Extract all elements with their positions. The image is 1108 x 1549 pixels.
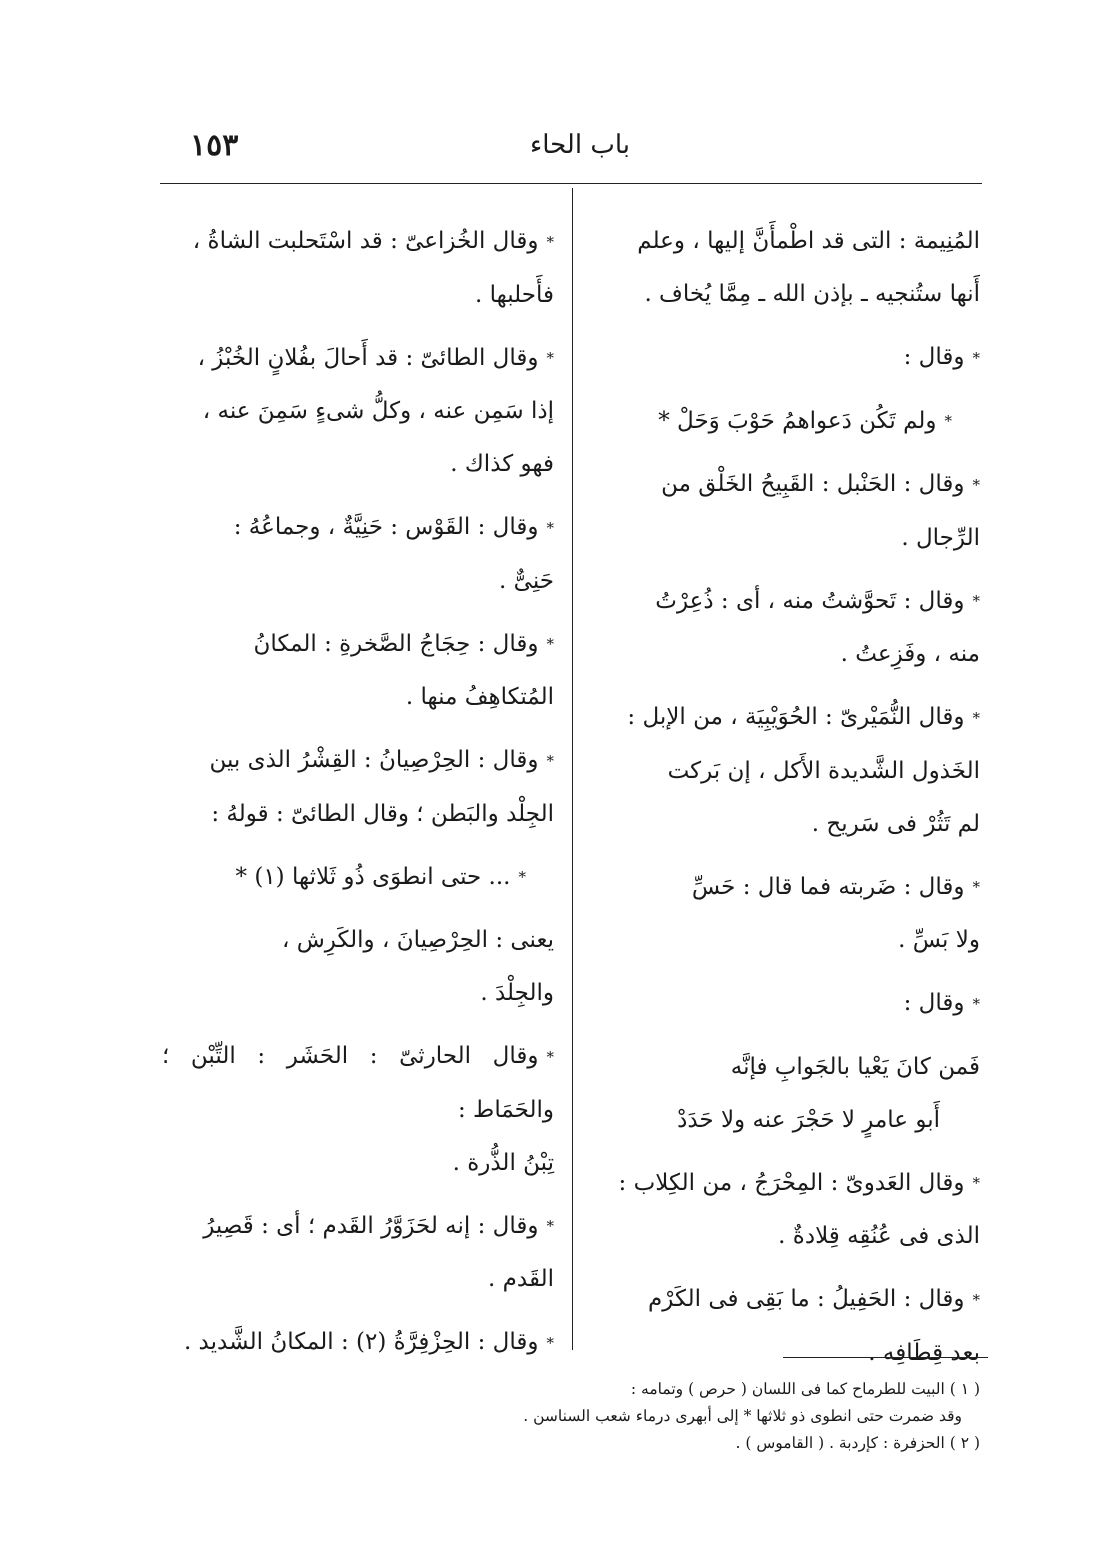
entry-marker: * xyxy=(972,1174,980,1192)
left-column-line-text: تِبْنُ الذُّرة . xyxy=(452,1149,554,1176)
left-column-line-text: المُتكاهِفُ منها . xyxy=(405,684,554,710)
left-column-line xyxy=(162,385,554,438)
left-column-entry xyxy=(162,851,554,905)
right-column-line-text: بعد قِطَافِه . xyxy=(868,1339,980,1366)
left-column-line-text: القَدم . xyxy=(488,1266,554,1292)
left-column-line-text: الجِلْد والبَطن ؛ وقال الطائىّ : قولهُ : xyxy=(211,800,554,827)
right-column xyxy=(590,215,980,1390)
right-column-line xyxy=(590,977,980,1031)
right-column-line xyxy=(590,1094,980,1147)
right-column-line xyxy=(590,914,980,967)
page-header xyxy=(170,118,980,178)
entry-marker: * xyxy=(546,232,554,251)
left-column-line xyxy=(162,1030,554,1137)
left-column-entry xyxy=(162,501,554,608)
left-column-line-text: فهو كذاك . xyxy=(450,451,554,477)
right-column-line-text: ولا بَسِّ . xyxy=(898,927,980,953)
left-column-line xyxy=(162,1137,554,1190)
right-column-entry xyxy=(590,861,980,968)
right-column-line-text: وقال : الحَنْبل : القَبِيحُ الخَلْق من xyxy=(661,471,965,497)
entry-marker: * xyxy=(546,635,554,653)
right-column-entry xyxy=(590,691,980,851)
right-column-entry xyxy=(590,1273,980,1380)
right-column-line-text: الخَذول الشَّديدة الأَكل ، إن بَركت xyxy=(667,757,980,784)
left-column-entry xyxy=(162,332,554,492)
left-column-line xyxy=(162,788,554,841)
left-column-entry xyxy=(162,734,554,841)
left-column-line-text: فأَحلبها . xyxy=(474,281,554,308)
left-column-line xyxy=(162,438,554,491)
running-title: باب الحاء xyxy=(530,130,630,160)
right-column-line-text: أَبو عامرٍ لا حَجْرَ عنه ولا حَدَدْ xyxy=(677,1106,940,1133)
left-column-entry xyxy=(162,215,554,322)
left-column-line xyxy=(162,734,554,788)
right-column-line-text: وقال النُّمَيْرىّ : الحُوَيْبِيَة ، من الإبل : xyxy=(627,704,965,730)
right-column-entry xyxy=(590,395,980,449)
left-column-line-text: والجِلْدَ . xyxy=(480,980,554,1006)
footnote-line: ( ١ ) البيت للطرماح كما فى اللسان ( حرص ) وتمامه : xyxy=(630,1380,980,1398)
right-column-line xyxy=(590,1273,980,1327)
right-column-line-text: الرِّجال . xyxy=(901,524,980,551)
right-column-line xyxy=(590,1210,980,1263)
left-column-entry xyxy=(162,1200,554,1307)
right-column-line xyxy=(590,331,980,385)
left-column-line-text: وقال : القَوْس : حَنِيَّةٌ ، وجماعُهُ : xyxy=(233,514,539,540)
entry-marker: * xyxy=(972,1290,980,1309)
right-column-line xyxy=(590,395,952,449)
right-column-line-text: وقال : الحَفِيلُ : ما بَقِى فى الكَرْم xyxy=(648,1286,965,1312)
entry-marker: * xyxy=(546,1333,554,1352)
right-column-line-text: وقال : ضَربته فما قال : حَسِّ xyxy=(691,873,965,900)
right-column-line-text: لم تَثُرْ فى سَريح . xyxy=(811,810,980,837)
left-column-entry xyxy=(162,1030,554,1190)
left-column-line xyxy=(162,851,526,905)
left-column-line xyxy=(162,555,554,608)
entry-marker: * xyxy=(546,1047,554,1066)
entry-marker: * xyxy=(972,708,980,727)
right-column-line xyxy=(590,798,980,851)
right-column-line xyxy=(590,1041,980,1094)
entry-marker: * xyxy=(972,348,980,367)
left-column-line-text: وقال : الحِرْصِيانُ : القِشْرُ الذى بين xyxy=(209,747,539,773)
left-column-entry xyxy=(162,914,554,1020)
right-column-line-text: وقال : تَحوَّشتُ منه ، أى : ذُعِرْتُ xyxy=(655,587,965,614)
right-column-line-text: فَمن كانَ يَعْيا بالجَوابِ فإنَّه xyxy=(730,1053,980,1080)
right-column-line-text: وقال : xyxy=(903,344,965,370)
right-column-line xyxy=(590,575,980,629)
entry-marker: * xyxy=(972,475,980,494)
entry-marker: * xyxy=(944,412,952,430)
right-column-entry xyxy=(590,331,980,385)
entry-marker: * xyxy=(972,878,980,896)
entry-marker: * xyxy=(518,868,526,886)
right-column-line xyxy=(590,268,980,321)
right-column-line-text: وقال : xyxy=(903,990,965,1016)
left-column-line-text: وقال الطائىّ : قد أَحالَ بفُلانٍ الخُبْزُ ، xyxy=(197,344,539,371)
left-column-line xyxy=(162,1253,554,1306)
left-column-line-text: ... حتى انطوَى ذُو ثَلاثها (١) * xyxy=(235,863,511,890)
right-column-line xyxy=(590,1157,980,1211)
left-column-line-text: وقال الخُزاعىّ : قد اسْتَحلبت الشاةُ ، xyxy=(192,228,539,254)
entry-marker: * xyxy=(546,751,554,770)
header-rule xyxy=(160,183,982,184)
left-column-line xyxy=(162,1316,554,1370)
right-column-entry xyxy=(590,215,980,321)
right-column-entry xyxy=(590,1157,980,1264)
left-column-line-text: وقال : الحِزْفِرَّةُ (٢) : المكانُ الشَّديد . xyxy=(183,1329,539,1355)
right-column-entry xyxy=(590,458,980,565)
left-column-line xyxy=(162,501,554,555)
left-column-line xyxy=(162,269,554,322)
left-column-line xyxy=(162,914,554,967)
right-column-line xyxy=(590,458,980,512)
page-number: ١٥٣ xyxy=(190,128,239,163)
right-column-line xyxy=(590,1327,980,1380)
footnote-line: وقد ضمرت حتى انطوى ذو ثلاثها * إلى أبهرى درماء شعب السناسن . xyxy=(523,1407,962,1425)
left-column-line xyxy=(162,618,554,672)
entry-marker: * xyxy=(972,994,980,1013)
right-column-entry xyxy=(590,1041,980,1147)
left-column-line-text: وقال : إنه لحَزَوَّرُ القَدم ؛ أى : قَصِيرُ xyxy=(203,1212,539,1239)
left-column-line-text: حَنِىٌّ . xyxy=(499,567,554,594)
entry-marker: * xyxy=(546,518,554,537)
entry-marker: * xyxy=(546,349,554,367)
footnote-line: ( ٢ ) الحزفرة : كإردبة . ( القاموس ) . xyxy=(735,1434,980,1452)
right-column-entry xyxy=(590,575,980,682)
right-column-line xyxy=(590,861,980,915)
left-column-line xyxy=(162,332,554,386)
entry-marker: * xyxy=(972,592,980,610)
right-column-line xyxy=(590,512,980,565)
left-column-line-text: وقال : حِجَاجُ الصَّخرةِ : المكانُ xyxy=(253,630,539,657)
right-column-line-text: أَنها ستُنجيه ـ بإذن الله ـ مِمَّا يُخاف . xyxy=(644,281,980,307)
left-column-line xyxy=(162,215,554,269)
right-column-entry xyxy=(590,977,980,1031)
left-column-line xyxy=(162,671,554,724)
right-column-line xyxy=(590,215,980,268)
left-column xyxy=(162,215,554,1380)
right-column-line-text: المُنِيمة : التى قد اطْمأَنَّ إليها ، وعلم xyxy=(637,228,980,254)
footnotes xyxy=(420,1376,980,1457)
entry-marker: * xyxy=(546,1217,554,1235)
left-column-line-text: إذا سَمِن عنه ، وكلُّ شىءٍ سَمِنَ عنه ، xyxy=(202,398,554,424)
right-column-line xyxy=(590,745,980,798)
right-column-line-text: منه ، وفَزِعتُ . xyxy=(840,641,980,667)
right-column-line-text: وقال العَدوىّ : المِحْرَجُ ، من الكِلاب : xyxy=(618,1169,965,1196)
left-column-line-text: يعنى : الحِرْصِيانَ ، والكَرِش ، xyxy=(281,927,554,953)
left-column-line xyxy=(162,967,554,1020)
column-divider xyxy=(572,188,573,1350)
footnote-rule xyxy=(783,1357,988,1358)
right-column-line xyxy=(590,691,980,745)
right-column-line xyxy=(590,628,980,681)
left-column-line xyxy=(162,1200,554,1254)
right-column-line-text: ولم تَكُن دَعواهمُ حَوْبَ وَحَلْ * xyxy=(658,407,937,434)
left-column-entry xyxy=(162,618,554,725)
left-column-line-text: وقال الحارثىّ : الحَشَر : التِّبْن ؛ والحَمَاط : xyxy=(162,1043,554,1123)
left-column-entry xyxy=(162,1316,554,1370)
right-column-line-text: الذى فى عُنُقِه قِلادةٌ . xyxy=(778,1223,980,1249)
